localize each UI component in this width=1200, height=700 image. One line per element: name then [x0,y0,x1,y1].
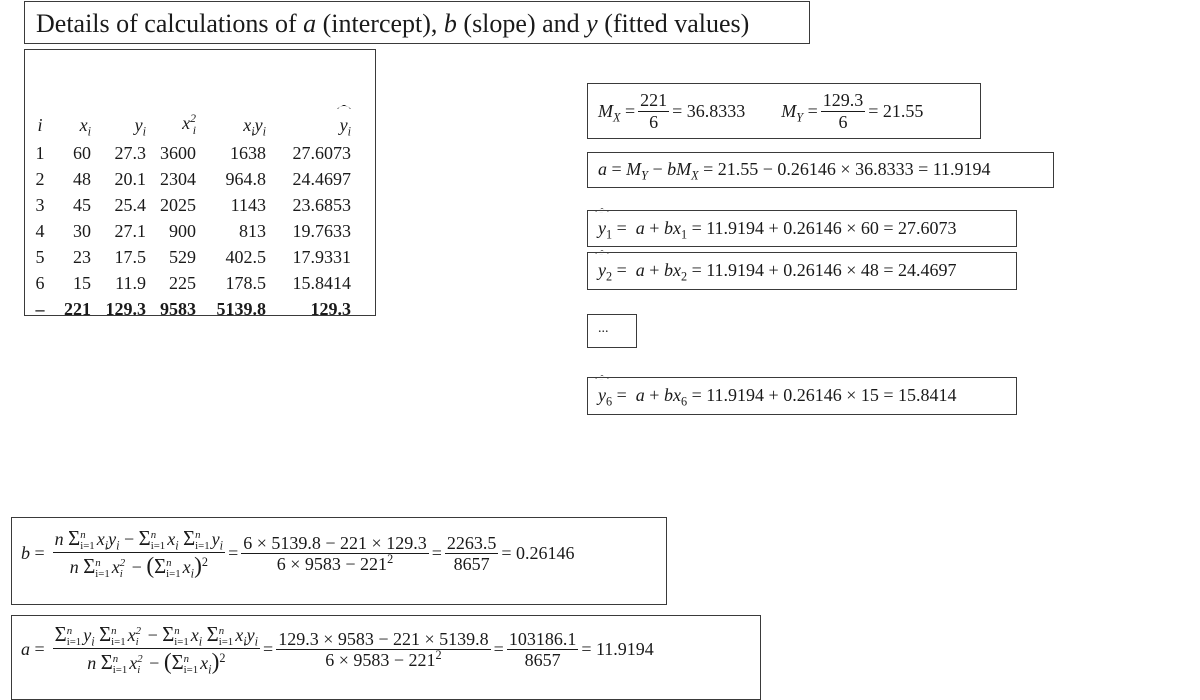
cell-x: 221 [64,298,91,319]
cell-i: 4 [35,220,45,241]
cell-i: – [35,298,45,319]
cell-x2: 225 [169,272,196,293]
header-yi: $y_i$ [134,114,146,139]
cell-x: 30 [73,220,91,241]
table-row [33,218,351,244]
table-row [33,192,351,218]
table-row [33,166,351,192]
cell-x: 23 [73,246,91,267]
cell-xy: 1143 [230,194,266,215]
cell-xy: 1638 [230,142,266,163]
cell-xy: 964.8 [225,168,266,189]
header-yhat: ˆ $y_i$ [266,110,351,140]
fitted-value-1-formula: ˆ $y_1 = a + bx_1 = 11.9194 + 0.26146 \times 60 = 27.6073$ [598,218,957,239]
page-title [36,9,749,39]
cell-yhat: 19.7633 [292,220,351,241]
cell-xy: 5139.8 [216,298,266,319]
my-value: = 21.55 [868,100,924,121]
cell-yhat: 129.3 [310,298,351,319]
slope-formula: b = n Σ n i=1 $x_iy_i - \Sigma$ n i=1 $x_i$ Σ n i=1 $y_i$ n Σ n i=1 x 2 i − (Σ n i=1 $x_i)^2$ = $\frac{6 \times 5139.8 - 221 \times 129.3}{6 \times 9583 - 221^2}$ = $\frac{2263.5}{8657}$ = 0.26146 [21,528,575,581]
cell-xy: 402.5 [225,246,266,267]
cell-i: 2 [35,168,45,189]
header-xi-squared: x 2 i [182,112,196,138]
fitted-value-6-formula: ˆ $y_6 = a + bx_6 = 11.9194 + 0.26146 \times 15 = 15.8414$ [598,385,957,406]
cell-i: 5 [35,246,45,267]
title-yhat-symbol: ˆ y [586,9,598,39]
table-row [33,244,351,270]
table-header-row [33,110,351,140]
intercept-simple-box [587,152,1054,188]
header-i: i [37,114,43,135]
title-a-desc: (intercept), [316,9,444,38]
cell-x2: 3600 [160,142,196,163]
cell-xy: 178.5 [225,272,266,293]
cell-x: 15 [73,272,91,293]
cell-y: 20.1 [114,168,146,189]
fitted-value-2-box [587,252,1017,290]
table-row [33,140,351,166]
title-a-symbol: a [303,9,317,38]
title-box [24,1,810,44]
cell-yhat: 23.6853 [292,194,351,215]
cell-y: 129.3 [105,298,146,319]
cell-yhat: 27.6073 [292,142,351,163]
fitted-value-1-box [587,210,1017,247]
cell-x2: 2025 [160,194,196,215]
cell-yhat: 15.8414 [292,272,351,293]
cell-y: 17.5 [114,246,146,267]
data-table [33,110,351,322]
ellipsis-box [587,314,637,348]
cell-x2: 9583 [160,298,196,319]
intercept-simple-formula: $a = M_Y - bM_X = 21.55 - 0.26146 \times 36.8333 = 11.9194$ [598,159,991,183]
slope-formula-box [11,517,667,605]
cell-y: 25.4 [114,194,146,215]
intercept-formula-box [11,615,761,700]
title-y-desc: (fitted values) [597,9,750,38]
table-total-row [33,296,351,322]
title-b-symbol: b [443,9,457,38]
title-b-desc: (slope) and [456,9,587,38]
mx-fraction: $\frac{221}{6}$ [640,90,668,132]
cell-i: 3 [35,194,45,215]
cell-x: 60 [73,142,91,163]
table-row [33,270,351,296]
means-formula-box [587,83,981,139]
intercept-formula: a = Σ n i=1 $y_i$ Σ n i=1 x 2 i − Σ n i=1 $x_i$ Σ n i=1 $x_iy_i$ n Σ n i=1 x 2 i − (Σ n i=1 $x_i)^2$ = $\frac{129.3 \times 9583 - 221 \times 5139.8}{6 \times 9583 - 221^2}$ = $\frac{103186.1}{8657}$ = 11.9194 [21,624,654,677]
cell-i: 6 [35,272,45,293]
title-prefix: Details of calculations of [36,9,304,38]
fitted-value-6-box [587,377,1017,415]
mx-value: = 36.8333 [672,100,746,121]
intercept-result: = 11.9194 [581,639,654,660]
ellipsis-text: ... [598,321,609,336]
fitted-value-2-formula: ˆ $y_2 = a + bx_2 = 11.9194 + 0.26146 \times 48 = 24.4697$ [598,260,957,281]
cell-i: 1 [35,142,45,163]
cell-x2: 2304 [160,168,196,189]
cell-yhat: 24.4697 [292,168,351,189]
slope-result: = 0.26146 [501,543,575,564]
my-fraction: $\frac{129.3}{6}$ [822,90,864,132]
cell-x2: 900 [169,220,196,241]
data-table-box [24,49,376,319]
cell-y: 27.3 [114,142,146,163]
cell-yhat: 17.9331 [292,246,351,267]
cell-xy: 813 [239,220,266,241]
cell-x2: 529 [169,246,196,267]
cell-x: 45 [73,194,91,215]
header-xi: $x_i$ [79,114,91,139]
cell-y: 27.1 [114,220,146,241]
header-xiyi: $x_iy_i$ [243,114,266,139]
cell-y: 11.9 [115,272,146,293]
means-formula: $M_X$ = $\frac{221}{6}$ = 36.8333 $M_Y$ = $\frac{129.3}{6}$ = 21.55 [598,90,924,132]
cell-x: 48 [73,168,91,189]
